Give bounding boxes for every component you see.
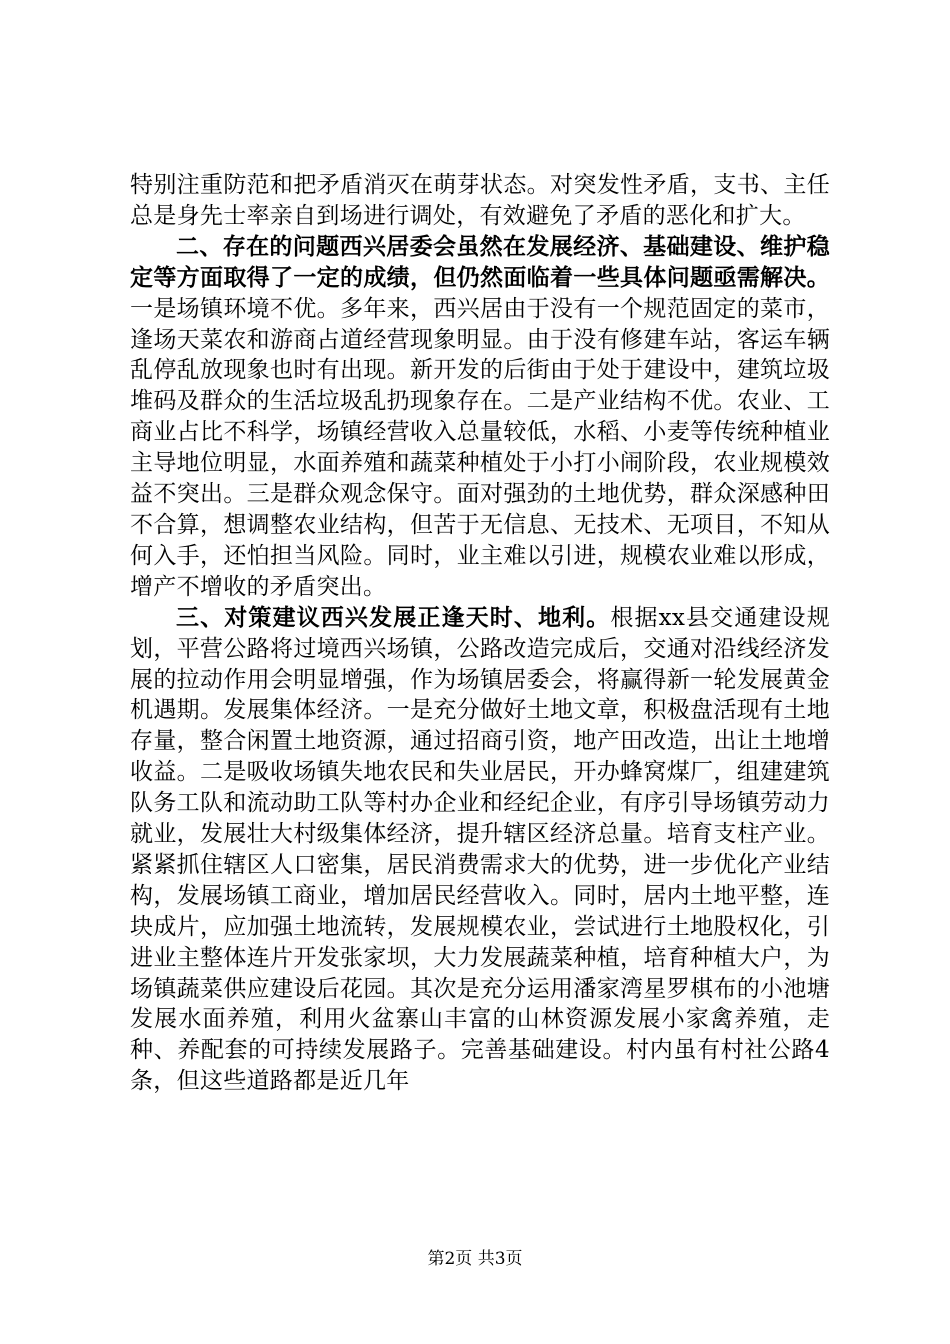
paragraph-2-body: 一是场镇环境不优。多年来，西兴居由于没有一个规范固定的菜市，逢场天菜农和游商占道经营现象明显。由于没有修建车站，客运车辆乱停乱放现象也时有出现。新开发的后街由于处于建设中，建筑垃圾堆码及群众的生活垃圾乱扔现象存在。二是产业结构不优。农业、工商业占比不科学，场镇经营收入总量较低，水稻、小麦等传统种植业主导地位明显，水面养殖和蔬菜种植处于小打小闹阶段，农业规模效益不突出。三是群众观念保守。面对强劲的土地优势，群众深感种田不合算，想调整农业结构，但苦于无信息、无技术、无项目，不知从何入手，还怕担当风险。同时，业主难以引进，规模农业难以形成，增产不增收的矛盾突出。: [130, 295, 830, 600]
paragraph-3-body: 根据xx县交通建设规划，平营公路将过境西兴场镇，公路改造完成后，交通对沿线经济发展的拉动作用会明显增强，作为场镇居委会，将赢得新一轮发展黄金机遇期。发展集体经济。一是充分做好土地文章，积极盘活现有土地存量，整合闲置土地资源，通过招商引资，地产田改造，出让土地增收益。二是吸收场镇失地农民和失业居民，开办蜂窝煤厂，组建建筑队务工队和流动助工队等村办企业和经纪企业，有序引导场镇劳动力就业，发展壮大村级集体经济，提升辖区经济总量。培育支柱产业。紧紧抓住辖区人口密集，居民消费需求大的优势，进一步优化产业结构，发展场镇工商业，增加居民经营收入。同时，居内土地平整，连块成片，应加强土地流转，发展规模农业，尝试进行土地股权化，引进业主整体连片开发张家坝，大力发展蔬菜种植，培育种植大户，为场镇蔬菜供应建设后花园。其次是充分运用潘家湾星罗棋布的小池塘发展水面养殖，利用火盆寨山丰富的山林资源发展小家禽养殖，走种、养配套的可持续发展路子。完善基础建设。村内虽有村社公路4条，但这些道路都是近几年: [130, 604, 830, 1095]
document-body: [130, 170, 830, 1097]
page-footer: 第2页 共3页: [427, 1249, 523, 1269]
paragraph-3: [130, 603, 830, 1098]
section-heading-2: 二、存在的问题西兴居委会虽然在发展经济、基础建设、维护稳定等方面取得了一定的成绩，但仍然面临着一些具体问题亟需解决。: [130, 232, 830, 291]
paragraph-2: [130, 232, 830, 603]
section-heading-3: 三、对策建议西兴发展正逢天时、地利。: [176, 603, 611, 631]
paragraph-1: 特别注重防范和把矛盾消灭在萌芽状态。对突发性矛盾，支书、主任总是身先士率亲自到场进行调处，有效避免了矛盾的恶化和扩大。: [130, 172, 830, 229]
